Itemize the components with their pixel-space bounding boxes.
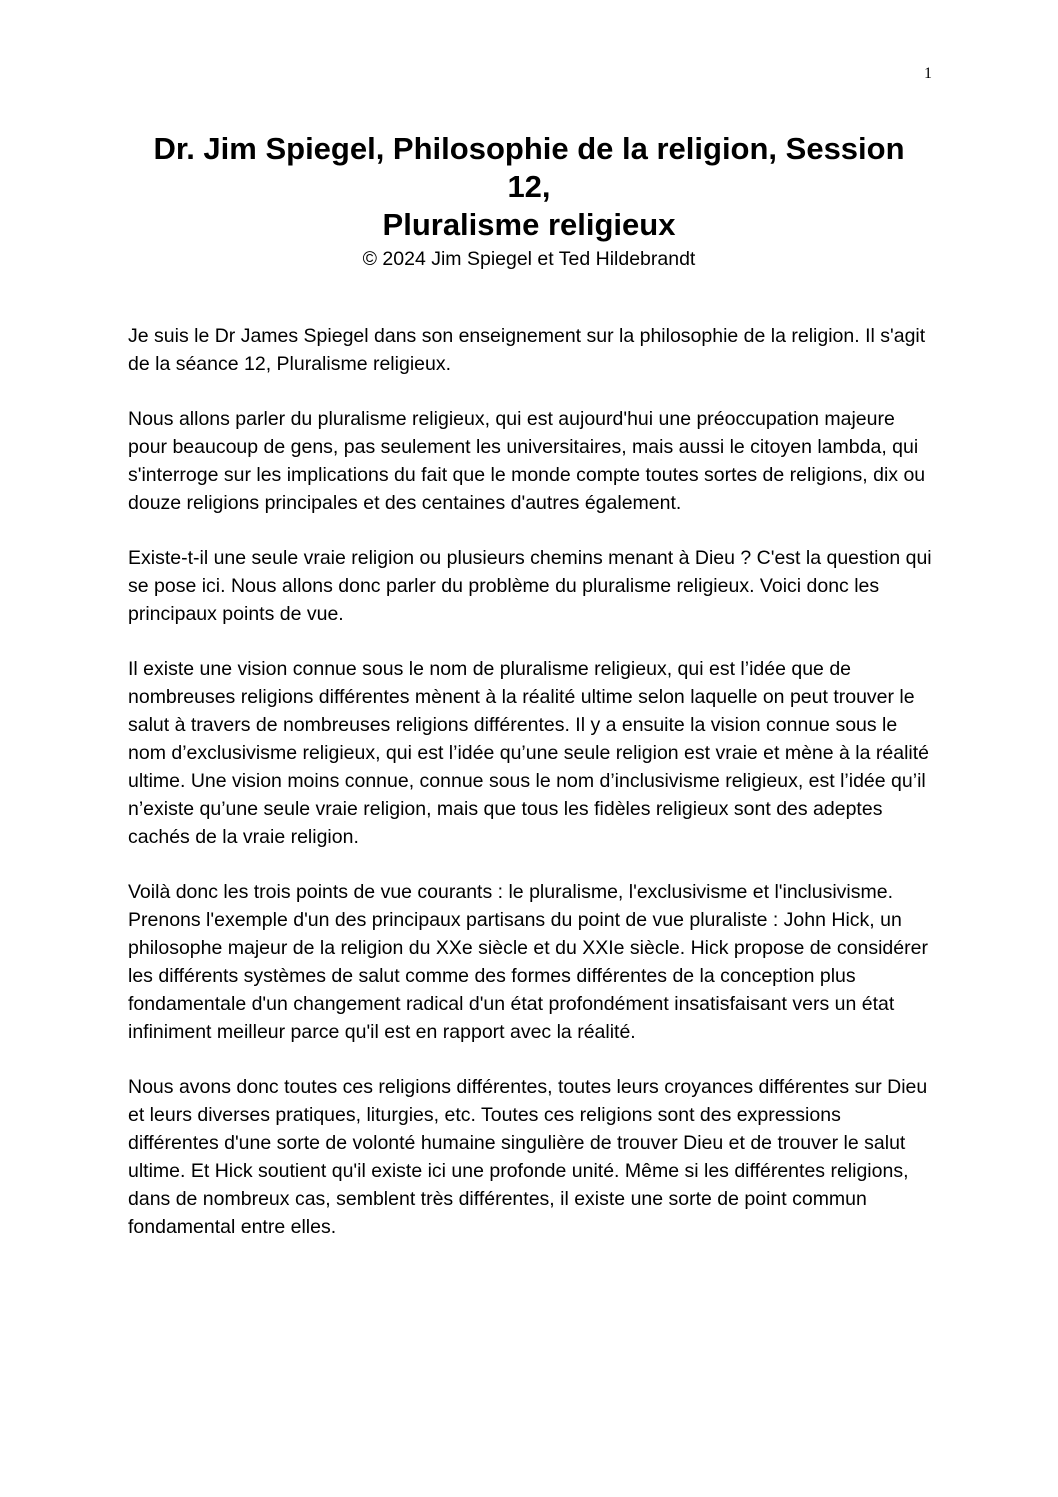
paragraph-6: Nous avons donc toutes ces religions différentes, toutes leurs croyances différentes sur Dieu et leurs diverses pratiques, liturgies, etc. Toutes ces religions sont des expressions différentes d'une sorte de volonté humaine singulière de trouver Dieu et de trouver le salut ultime. Et Hick soutient qu'il existe ici une profonde unité. Même si les différentes religions, dans de nombreux cas, semblent très différentes, il existe une sorte de point commun fondamental entre elles. [128, 1076, 928, 1238]
document-title-line-3: Pluralisme religieux [382, 207, 676, 242]
paragraph-1: Je suis le Dr James Spiegel dans son enseignement sur la philosophie de la religion. Il s'agit de la séance 12, Pluralisme religieux. [128, 325, 926, 375]
title-block [128, 130, 930, 272]
paragraph-2: Nous allons parler du pluralisme religieux, qui est aujourd'hui une préoccupation majeure pour beaucoup de gens, pas seulement les universitaires, mais aussi le citoyen lambda, qui s'interroge sur les implications du fait que le monde compte toutes sortes de religions, dix ou douze religions principales et des centaines d'autres également. [128, 408, 926, 514]
body-text [128, 322, 933, 1268]
page-number: 1 [924, 65, 932, 82]
paragraph-5: Voilà donc les trois points de vue courants : le pluralisme, l'exclusivisme et l'inclusivisme. Prenons l'exemple d'un des principaux partisans du point de vue pluraliste : John Hick, un philosophe majeur de la religion du XXe siècle et du XXIe siècle. Hick propose de considérer les différents systèmes de salut comme des formes différentes de la conception plus fondamentale d'un changement radical d'un état profondément insatisfaisant vers un état infiniment meilleur parce qu'il est en rapport avec la réalité. [128, 881, 928, 1043]
copyright-notice: © 2024 Jim Spiegel et Ted Hildebrandt [362, 248, 696, 270]
document-title-line-2: 12, [507, 169, 551, 204]
paragraph-3: Existe-t-il une seule vraie religion ou plusieurs chemins menant à Dieu ? C'est la question qui se pose ici. Nous allons donc parler du problème du pluralisme religieux. Voici donc les principaux points de vue. [128, 547, 932, 625]
paragraph-4: Il existe une vision connue sous le nom de pluralisme religieux, qui est l’idée que de nombreuses religions différentes mènent à la réalité ultime selon laquelle on peut trouver le salut à travers de nombreuses religions différentes. Il y a ensuite la vision connue sous le nom d’exclusivisme religieux, qui est l’idée qu’une seule religion est vraie et mène à la réalité ultime. Une vision moins connue, connue sous le nom d’inclusivisme religieux, est l’idée qu’il n’existe qu’une seule vraie religion, mais que tous les fidèles religieux sont des adeptes cachés de la vraie religion. [128, 658, 930, 848]
document-title-line-1: Dr. Jim Spiegel, Philosophie de la religion, Session [153, 131, 905, 166]
